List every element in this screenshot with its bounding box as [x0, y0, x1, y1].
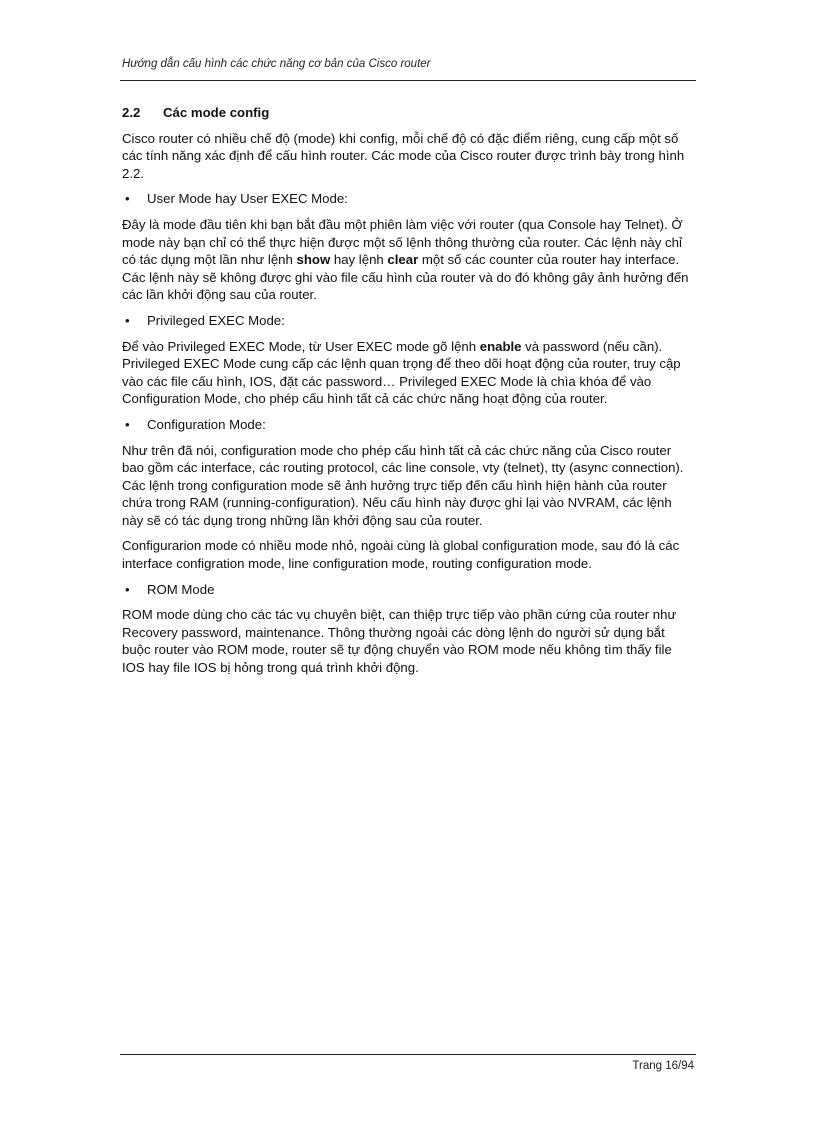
rom-mode-paragraph: ROM mode dùng cho các tác vụ chuyên biệt, can thiệp trực tiếp vào phần cứng của router như Recovery password, maintenance. Thông thường ngoài các dòng lệnh do người sử dụng bắt buộc router vào ROM mode, router sẽ tự động chuyển vào ROM mode nếu không tìm thấy file IOS hay file IOS bị hỏng trong quá trình khởi động. [122, 607, 677, 676]
bullet-label: ROM Mode [147, 581, 215, 597]
page-number: Trang 16/94 [632, 1060, 694, 1072]
bullet-configuration-mode [122, 416, 696, 434]
header-divider [120, 80, 696, 81]
bullet-label: Configuration Mode: [147, 416, 266, 432]
bullet-icon: • [125, 581, 130, 597]
bullet-label: Privileged EXEC Mode: [147, 312, 285, 328]
command-enable: enable [479, 338, 522, 354]
section-title: Các mode config [163, 105, 270, 120]
section-heading [122, 104, 696, 122]
user-mode-paragraph: Đây là mode đầu tiên khi bạn bắt đầu một phiên làm việc với router (qua Console hay Telnet). Ở mode này bạn chỉ có thể thực hiện được một số lệnh thông thường của router. Các lệnh này chỉ có tác dụng một lần như lệnh show hay lệnh clear một số các counter của router hay interface. Các lệnh này sẽ không được ghi vào file cấu hình của router và do đó không gây ảnh hưởng đến các lần khởi động sau của router. [122, 216, 689, 303]
bullet-privileged-mode [122, 312, 696, 330]
privileged-mode-paragraph: Để vào Privileged EXEC Mode, từ User EXEC mode gõ lệnh enable và password (nếu cần). Privileged EXEC Mode cung cấp các lệnh quan trọng để theo dõi hoạt động của router, truy cập vào các file cấu hình, IOS, đặt các password… Privileged EXEC Mode là chìa khóa để vào Configuration Mode, cho phép cấu hình tất cả các chức năng hoạt động của router. [122, 338, 681, 407]
bullet-icon: • [125, 416, 130, 432]
bullet-icon: • [125, 191, 130, 207]
command-show: show [296, 252, 331, 268]
bullet-user-mode [122, 190, 696, 208]
configuration-mode-paragraph-2: Configurarion mode có nhiều mode nhỏ, ngoài cùng là global configuration mode, sau đó là các interface configration mode, line configuration mode, routing configuration mode. [122, 538, 680, 572]
bullet-rom-mode [122, 581, 696, 599]
section-number: 2.2 [122, 105, 141, 120]
document-body [122, 104, 696, 685]
footer-divider [120, 1054, 696, 1055]
command-clear: clear [387, 252, 419, 268]
page-header: Hướng dẫn cấu hình các chức năng cơ bản của Cisco router [122, 58, 431, 70]
bullet-icon: • [125, 312, 130, 328]
bullet-label: User Mode hay User EXEC Mode: [147, 191, 348, 207]
configuration-mode-paragraph-1: Như trên đã nói, configuration mode cho phép cấu hình tất cả các chức năng của Cisco router bao gồm các interface, các routing protocol, các line console, vty (telnet), tty (async connection). Các lệnh trong configuration mode sẽ ảnh hưởng trực tiếp đến cấu hình hiện hành của router chứa trong RAM (running-configuration). Nếu cấu hình này được ghi lại vào NVRAM, các lệnh này sẽ có tác dụng trong những lần khởi động sau của router. [122, 442, 684, 528]
intro-paragraph: Cisco router có nhiều chế độ (mode) khi config, mỗi chế độ có đặc điểm riêng, cung cấp một số các tính năng xác định để cấu hình router. Các mode của Cisco router được trình bày trong hình 2.2. [122, 130, 685, 181]
